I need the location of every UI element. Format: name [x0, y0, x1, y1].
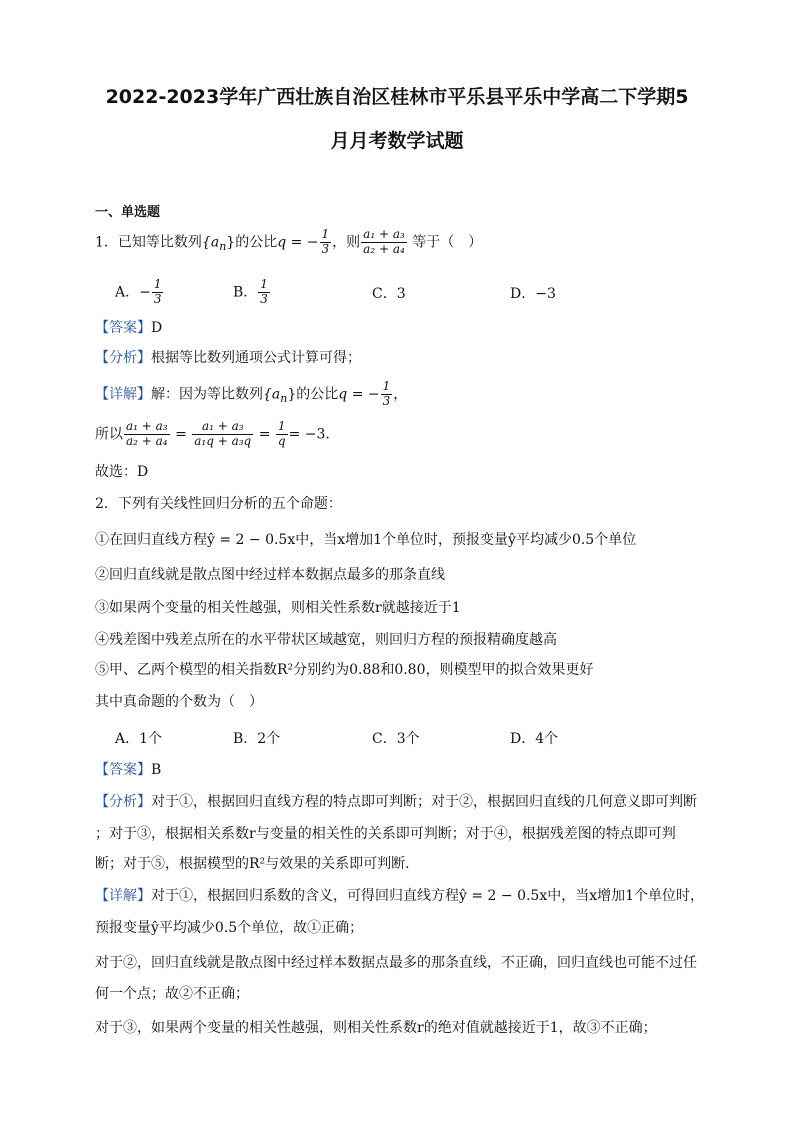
q1-option-a: A．− $\frac{1}{3}$	[115, 277, 162, 306]
q2-detail-line2: 预报变量ŷ平均减少0.5个单位，故①正确；	[95, 920, 364, 936]
q1-detail: 【详解】解：因为等比数列$\{a_n\}$的公比q = − $\frac{1}{3}$ ，	[95, 379, 408, 408]
q2-item-5: ⑤甲、乙两个模型的相关指数R²分别约为0.88和0.80，则模型甲的拟合效果更好	[95, 662, 594, 678]
q2-detail-line3: 对于②，回归直线就是散点图中经过样本数据点最多的那条直线，不正确，回归直线也可能不过任	[95, 955, 697, 971]
q1-stem: 1．已知等比数列$\{a_n\}$的公比q = − $\frac{1}{3}$ ，则 $\frac{\text{a₁ + a₃}}{\text{a₂ + a₄}}$ 等于（ ）	[95, 227, 483, 256]
q2-option-b: B．2个	[233, 731, 281, 747]
q2-stem: 2．下列有关线性回归分析的五个命题：	[95, 496, 342, 512]
q2-item-4: ④残差图中残差点所在的水平带状区域越宽，则回归方程的预报精确度越高	[95, 632, 557, 648]
q2-answer: 【答案】B	[95, 762, 162, 778]
q2-ask: 其中真命题的个数为（ ）	[95, 694, 263, 710]
q2-analysis-line2: ；对于③，根据相关系数r与变量的相关性的关系即可判断；对于④，根据残差图的特点即可判	[95, 826, 676, 842]
q1-choose: 故选：D	[95, 464, 149, 480]
q2-option-a: A．1个	[115, 731, 163, 747]
q2-detail-line1: 【详解】对于①，根据回归系数的含义，可得回归直线方程ŷ = 2 − 0.5x中，当x增加1个单位时，	[95, 888, 705, 904]
q1-option-d: D．−3	[510, 286, 556, 302]
q2-item-3: ③如果两个变量的相关性越强，则相关性系数r就越接近于1	[95, 600, 461, 616]
q2-analysis-line1: 【分析】对于①，根据回归直线方程的特点即可判断；对于②，根据回归直线的几何意义即可判断	[95, 794, 697, 810]
q2-detail-line5: 对于③，如果两个变量的相关性越强，则相关性系数r的绝对值就越接近于1，故③不正确；	[95, 1020, 657, 1036]
q1-q-fraction: $\frac{1}{3}$	[321, 227, 330, 256]
q2-analysis-line3: 断；对于⑤，根据模型的R²与效果的关系即可判断.	[95, 856, 410, 872]
q2-option-d: D．4个	[510, 731, 559, 747]
q1-equation: 所以 $\frac{\text{a₁ + a₃}}{\text{a₂ + a₄}}$ = $\frac{\text{a₁ + a₃}}{\text{a₁q + a₃q}}$ = $\frac{1}{q}$ = −3．	[95, 419, 340, 448]
q1-analysis: 【分析】根据等比数列通项公式计算可得；	[95, 350, 361, 366]
q1-answer: 【答案】D	[95, 320, 163, 336]
q2-item-2: ②回归直线就是散点图中经过样本数据点最多的那条直线	[95, 567, 445, 583]
q2-detail-line4: 何一个点；故②不正确；	[95, 986, 249, 1002]
q1-option-c: C．3	[372, 286, 406, 302]
q2-option-c: C．3个	[372, 731, 420, 747]
doc-title-line1: 2022-2023学年广西壮族自治区桂林市平乐县平乐中学高二下学期5	[105, 86, 689, 108]
doc-title-line2: 月月考数学试题	[330, 130, 464, 152]
section-heading: 一、单选题	[95, 205, 161, 220]
q1-option-b: B． $\frac{1}{3}$	[233, 277, 268, 306]
q2-item-1: ①在回归直线方程ŷ = 2 − 0.5x中，当x增加1个单位时，预报变量ŷ平均减少0.5个单位	[95, 532, 637, 548]
q1-ratio-fraction: $\frac{\text{a₁ + a₃}}{\text{a₂ + a₄}}$	[363, 227, 405, 256]
